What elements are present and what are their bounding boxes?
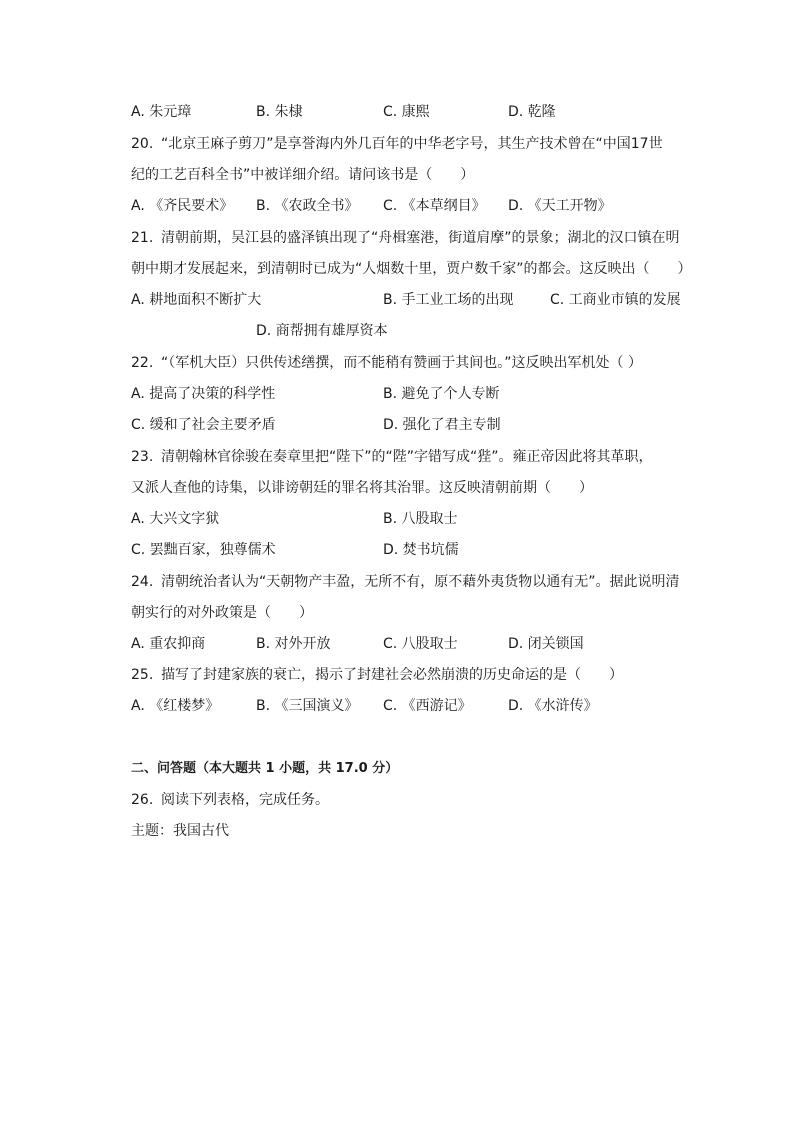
q25-stem-line1 <box>131 665 623 685</box>
q22-option-b: B. 避免了个人专断 <box>383 386 500 402</box>
q22-text-1: “（军机大臣）只供传述缮撰，而不能稍有赞画于其间也。”这反映出军机处（ ） <box>161 355 642 371</box>
q25-option-a: A. 《红楼梦》 <box>131 698 220 714</box>
q23-option-b: B. 八股取士 <box>383 511 458 527</box>
q23-text-1: 清朝翰林官徐骏在奏章里把“陛下”的“陛”字错写成“狴”。雍正帝因此将其革职， <box>161 449 653 465</box>
q26-number: 26. <box>131 792 154 808</box>
q21-option-d: D. 商帮拥有雄厚资本 <box>256 323 388 339</box>
q22-option-c: C. 缓和了社会主要矛盾 <box>131 417 276 433</box>
q23-option-a: A. 大兴文字狱 <box>131 511 220 527</box>
q21-stem-line1 <box>131 228 680 248</box>
section-heading: 二、问答题（本大题共 1 小题，共 17.0 分） <box>131 761 399 776</box>
q21-text-1: 清朝前期，吴江县的盛泽镇出现了“舟楫塞港，街道肩摩”的景象；湖北的汉口镇在明 <box>161 230 680 246</box>
q21-option-a: A. 耕地面积不断扩大 <box>131 292 262 308</box>
q21-number: 21. <box>131 230 154 246</box>
q24-option-c: C. 八股取士 <box>383 636 458 652</box>
q21-option-c: C. 工商业市镇的发展 <box>550 292 681 308</box>
q26-theme: 主题：我国古代 <box>131 823 229 839</box>
q25-text-1: 描写了封建家族的衰亡，揭示了封建社会必然崩溃的历史命运的是（ ） <box>161 667 623 683</box>
q22-option-a: A. 提高了决策的科学性 <box>131 386 276 402</box>
q22-number: 22. <box>131 355 154 371</box>
q23-option-c: C. 罢黜百家，独尊儒术 <box>131 542 276 558</box>
q20-option-d: D. 《天工开物》 <box>508 198 612 214</box>
q19-option-d: D. 乾隆 <box>508 104 556 120</box>
q24-option-a: A. 重农抑商 <box>131 636 206 652</box>
q20-option-a: A. 《齐民要术》 <box>131 198 234 214</box>
q24-option-d: D. 闭关锁国 <box>508 636 584 652</box>
q20-option-c: C. 《本草纲目》 <box>383 198 486 214</box>
q20-option-b: B. 《农政全书》 <box>256 198 359 214</box>
q20-text-1: “北京王麻子剪刀”是享誉海内外几百年的中华老字号，其生产技术曾在“中国17世 <box>161 136 663 152</box>
q26-text-1: 阅读下列表格，完成任务。 <box>161 792 329 808</box>
q21-option-b: B. 手工业工场的出现 <box>383 292 514 308</box>
q24-text-1: 清朝统治者认为“天朝物产丰盈，无所不有，原不藉外夷货物以通有无”。据此说明清 <box>161 574 680 590</box>
q20-stem-line2: 纪的工艺百科全书”中被详细介绍。请问该书是（ ） <box>131 167 475 183</box>
q19-option-a: A. 朱元璋 <box>131 104 192 120</box>
q21-stem-line2: 朝中期才发展起来，到清朝时已成为“人烟数十里，贾户数千家”的都会。这反映出（ ） <box>131 261 692 277</box>
q23-stem-line1 <box>131 447 653 467</box>
q22-option-d: D. 强化了君主专制 <box>383 417 501 433</box>
q25-option-d: D. 《水浒传》 <box>508 698 598 714</box>
q20-number: 20. <box>131 136 154 152</box>
q23-number: 23. <box>131 449 154 465</box>
q25-option-c: C. 《西游记》 <box>383 698 472 714</box>
q24-option-b: B. 对外开放 <box>256 636 331 652</box>
q19-option-b: B. 朱棣 <box>256 104 303 120</box>
q26-stem-line1 <box>131 790 329 810</box>
q23-stem-line2: 又派人查他的诗集，以诽谤朝廷的罪名将其治罪。这反映清朝前期（ ） <box>131 480 593 496</box>
q24-stem-line2: 朝实行的对外政策是（ ） <box>131 605 313 621</box>
q25-number: 25. <box>131 667 154 683</box>
q24-stem-line1 <box>131 572 680 592</box>
q20-stem-line1 <box>131 134 663 154</box>
q23-option-d: D. 焚书坑儒 <box>383 542 459 558</box>
q24-number: 24. <box>131 574 154 590</box>
q19-option-c: C. 康熙 <box>383 104 430 120</box>
q25-option-b: B. 《三国演义》 <box>256 698 359 714</box>
q22-stem-line1 <box>131 353 642 373</box>
